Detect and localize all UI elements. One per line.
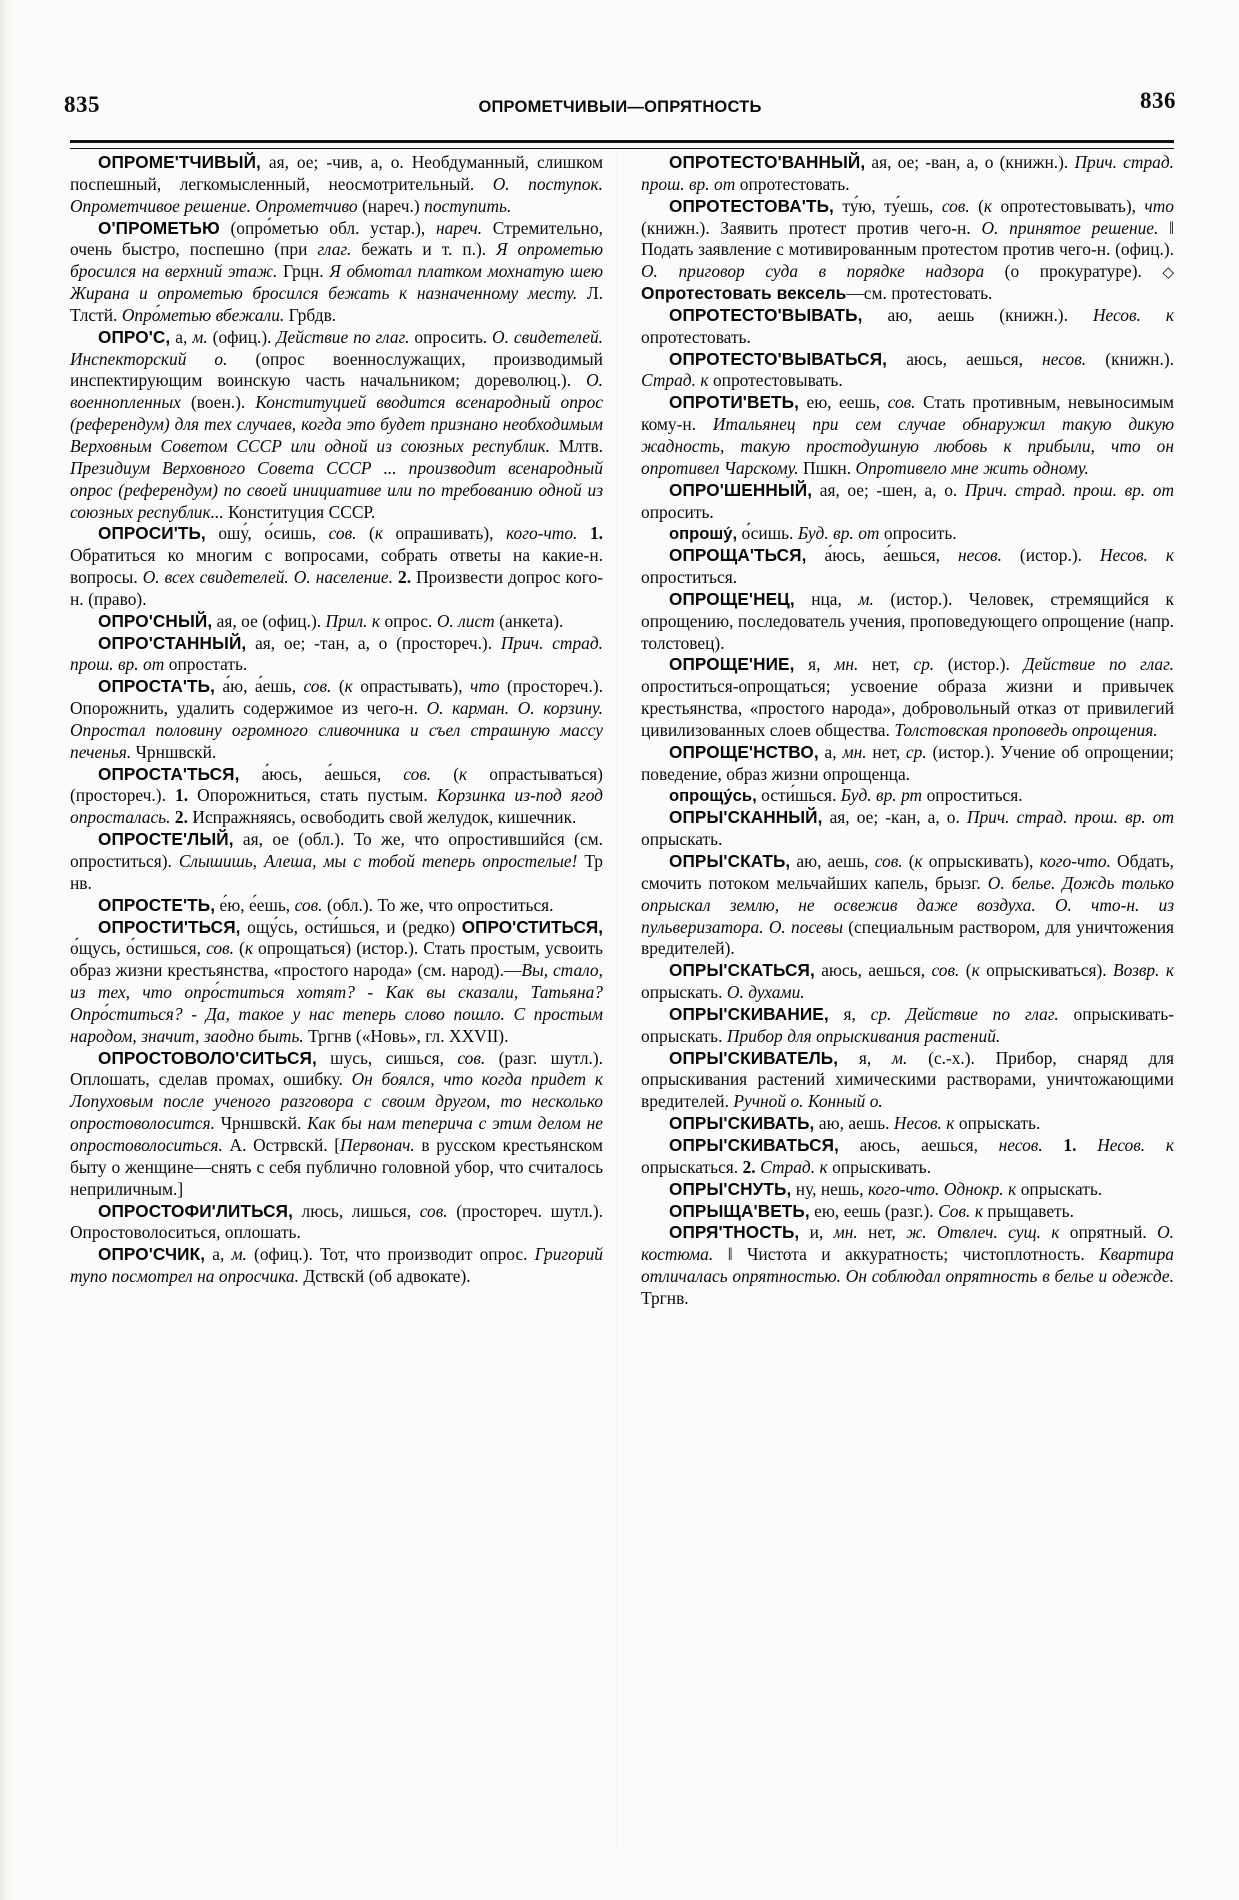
scan-edge-artifact	[0, 0, 14, 1900]
dictionary-entry: ОПРОТЕСТО'ВАННЫЙ, ая, ое; -ван, а, о (книжн.). Прич. страд. прош. вр. от опротестовать.	[641, 152, 1174, 194]
dictionary-entry: опрощу́сь, ости́шься. Буд. вр. рт опроститься.	[669, 785, 1023, 806]
running-head	[64, 88, 1176, 128]
column-left	[70, 152, 603, 1310]
page-columns	[70, 152, 1174, 1310]
column-right	[641, 152, 1174, 1310]
dictionary-entry: ОПРЫ'СКИВАНИЕ, я, ср. Действие по глаг. опрыскивать-опрыскать. Прибор для опрыскивания растений.	[641, 1003, 1174, 1046]
dictionary-entry: ОПРОСИ'ТЬ, ошу́, о́сишь, сов. (к опрашивать), кого-что. 1. Обратиться ко многим с вопросами, собрать ответы на какие-н. вопросы. О. всех свидетелей. О. население. 2. Произвести допрос кого-н. (право).	[70, 523, 603, 609]
dictionary-entry: ОПРОТИ'ВЕТЬ, ею, еешь, сов. Стать противным, невыносимым кому-н. Итальянец при сем случае обнаружил такую дикую жадность, такую простодушную любовь к прибыли, что он опротивел Чарскому. Пшкн. Опротивело мне жить одному.	[641, 392, 1174, 478]
header-rule	[70, 140, 1174, 149]
dictionary-entry: ОПРОСТА'ТЬСЯ, а́юсь, а́ешься, сов. (к опрастываться) (простореч.). 1. Опорожниться, стать пустым. Корзинка из-под ягод опросталась. 2. Испражняясь, освободить свой желудок, кишечник.	[70, 763, 603, 828]
dictionary-entry: ОПРО'С, а, м. (офиц.). Действие по глаг. опросить. О. свидетелей. Инспекторский о. (опрос военнослужащих, производимый инспектирующим воинскую часть начальником; дореволюц.). О. военнопленных (воен.). Конституцией вводится всенародный опрос (референдум) для тех случаев, когда это будет признано необходимым Верховным Советом СССР или одной из союзных республик. Млтв. Президиум Верховного Совета СССР ... производит всенародный опрос (референдум) по своей инициативе или по требованию одной из союзных республик... Конституция СССР.	[70, 326, 604, 522]
dictionary-entry: ОПРОТЕСТО'ВЫВАТЬ, аю, аешь (книжн.). Несов. к опротестовать.	[641, 304, 1174, 347]
dictionary-entry: О'ПРОМЕТЬЮ (опро́метью обл. устар.), нареч. Стремительно, очень быстро, поспешно (при глаг. бежать и т. п.). Я опрометью бросился на верхний этаж. Грцн. Я обмотал платком мохнатую шею Жирана и опрометью бросился бежать к назначенному месту. Л. Тлстй. Опро́метью вбежали. Грбдв.	[70, 217, 603, 325]
folio-left: 835	[64, 92, 100, 117]
dictionary-entry: ОПРО'СНЫЙ, ая, ое (офиц.). Прил. к опрос. О. лист (анкета).	[98, 610, 564, 631]
folio-right: 836	[1140, 88, 1176, 113]
dictionary-entry: ОПРОСТЕ'ЛЫЙ, ая, ое (обл.). То же, что опростившийся (см. опроститься). Слышишь, Алеша, мы с тобой теперь опростелые! Тр нв.	[70, 829, 603, 893]
dictionary-entry: ОПРОЩА'ТЬСЯ, а́юсь, а́ешься, несов. (истор.). Несов. к опроститься.	[641, 545, 1174, 588]
dictionary-entry: опрошу́, о́сишь. Буд. вр. от опросить.	[669, 523, 957, 544]
dictionary-entry: ОПРЫ'СКИВАТЬ, аю, аешь. Несов. к опрыскать.	[669, 1113, 1041, 1134]
dictionary-entry: ОПРО'ШЕННЫЙ, ая, ое; -шен, а, о. Прич. страд. прош. вр. от опросить.	[641, 479, 1174, 522]
dictionary-entry: ОПРОСТА'ТЬ, а́ю, а́ешь, сов. (к опрастывать), что (простореч.). Опорожнить, удалить содержимое из чего-н. О. карман. О. корзину. Опростал половину огромного сливочника и съел страшную массу печенья. Чрншвскй.	[70, 676, 603, 762]
dictionary-entry: ОПРОСТОФИ'ЛИТЬСЯ, люсь, лишься, сов. (простореч. шутл.). Опростоволоситься, оплошать.	[70, 1200, 603, 1243]
dictionary-entry: ОПРОСТИ'ТЬСЯ, ощу́сь, ости́шься, и (редко) ОПРО'СТИТЬСЯ, о́щусь, о́стишься, сов. (к опрощаться) (истор.). Стать простым, усвоить образ жизни крестьянства, «простого народа» (см. народ).—Вы, стало, из тех, что опро́ститься хотят? - Как вы сказали, Татьяна? Опро́ститься? - Да, такое у нас теперь слово пошло. С простым народом, значит, заодно быть. Тргнв («Новь», гл. XXVII).	[70, 916, 603, 1046]
dictionary-entry: ОПРОТЕСТО'ВЫВАТЬСЯ, аюсь, аешься, несов. (книжн.). Страд. к опротестовывать.	[641, 348, 1174, 391]
dictionary-entry: ОПРО'СЧИК, а, м. (офиц.). Тот, что производит опрос. Григорий тупо посмотрел на опросчика. Дствскй (об адвокате).	[70, 1244, 603, 1287]
dictionary-entry: ОПРЫ'СКИВАТЬСЯ, аюсь, аешься, несов. 1. Несов. к опрыскаться. 2. Страд. к опрыскивать.	[641, 1134, 1174, 1177]
dictionary-entry: ОПРОЩЕ'НИЕ, я, мн. нет, ср. (истор.). Действие по глаг. опроститься-опрощаться; усвоение образа жизни и привычек крестьянства, «простого народа», добровольный отказ от привилегий цивилизованных слоев общества. Толстовская проповедь опрощения.	[641, 654, 1174, 740]
running-head-title: ОПРОМЕТЧИВЫИ—ОПРЯТНОСТЬ	[478, 98, 762, 116]
dictionary-entry: ОПРОСТЕ'ТЬ, е́ю, е́ешь, сов. (обл.). То же, что опроститься.	[98, 894, 554, 915]
dictionary-entry: ОПРОЩЕ'НСТВО, а, мн. нет, ср. (истор.). Учение об опрощении; поведение, образ жизни опрощенца.	[641, 741, 1175, 784]
dictionary-entry: ОПРОЩЕ'НЕЦ, нца, м. (истор.). Человек, стремящийся к опрощению, последователь учения, проповедующего опрощение (напр. толстовец).	[641, 588, 1175, 653]
dictionary-entry: ОПРОСТОВОЛО'СИТЬСЯ, шусь, сишься, сов. (разг. шутл.). Оплошать, сделав промах, ошибку. Он боялся, что когда придет к Лопуховым после ученого разговора с своим другом, то несколько опростоволосится. Чрншвскй. Как бы нам теперича с этим делом не опростоволоситься. А. Остpвскй. [Первонач. в русском крестьянском быту о женщине—снять с себя публично головной убор, что считалось неприличным.]	[70, 1047, 603, 1199]
dictionary-entry: ОПРОМЕ'ТЧИВЫЙ, ая, ое; -чив, а, о. Необдуманный, слишком поспешный, легкомысленный, неосмотрительный. О. поступок. Опрометчивое решение. Опрометчиво (нареч.) поступить.	[70, 152, 603, 216]
dictionary-entry: ОПРОТЕСТОВА'ТЬ, ту́ю, ту́ешь, сов. (к опротестовывать), что (книжн.). Заявить протест против чего-н. О. принятое решение. ‖ Подать заявление с мотивированным протестом против чего-н. (офиц.). О. приговор суда в порядке надзора (о прокуратуре). ◇ Опротестовать вексель—см. протестовать.	[641, 195, 1174, 304]
dictionary-entry: ОПРЫ'СКАННЫЙ, ая, ое; -кан, а, о. Прич. страд. прош. вр. от опрыскать.	[641, 807, 1174, 850]
dictionary-entry: ОПРЫ'СНУТЬ, ну, нешь, кого-что. Однокр. к опрыскать.	[669, 1178, 1103, 1199]
dictionary-entry: ОПРЯ'ТНОСТЬ, и, мн. нет, ж. Отвлеч. сущ. к опрятный. О. костюма. ‖ Чистота и аккуратность; чистоплотность. Квартира отличалась опрятностью. Он соблюдал опрятность в белье и одежде. Тргнв.	[641, 1222, 1174, 1308]
dictionary-entry: ОПРЫЩА'ВЕТЬ, ею, еешь (разг.). Сов. к прыщаветь.	[669, 1200, 1074, 1221]
dictionary-entry: ОПРЫ'СКАТЬ, аю, аешь, сов. (к опрыскивать), кого-что. Обдать, смочить потоком мельчайших капель, брызг. О. белье. Дождь только опрыскал землю, не освежив даже воздуха. О. что-н. из пульверизатора. О. посевы (специальным раствором, для уничтожения вредителей).	[641, 851, 1175, 959]
dictionary-entry: ОПРЫ'СКАТЬСЯ, аюсь, аешься, сов. (к опрыскиваться). Возвр. к опрыскать. О. духами.	[641, 960, 1174, 1003]
dictionary-entry: ОПРО'СТАННЫЙ, ая, ое; -тан, а, о (простореч.). Прич. страд. прош. вр. от опростать.	[70, 632, 603, 675]
dictionary-entry: ОПРЫ'СКИВАТЕЛЬ, я, м. (с.-х.). Прибор, снаряд для опрыскивания растений химическими растворами, уничтожающими вредителей. Ручной о. Конный о.	[641, 1047, 1174, 1112]
